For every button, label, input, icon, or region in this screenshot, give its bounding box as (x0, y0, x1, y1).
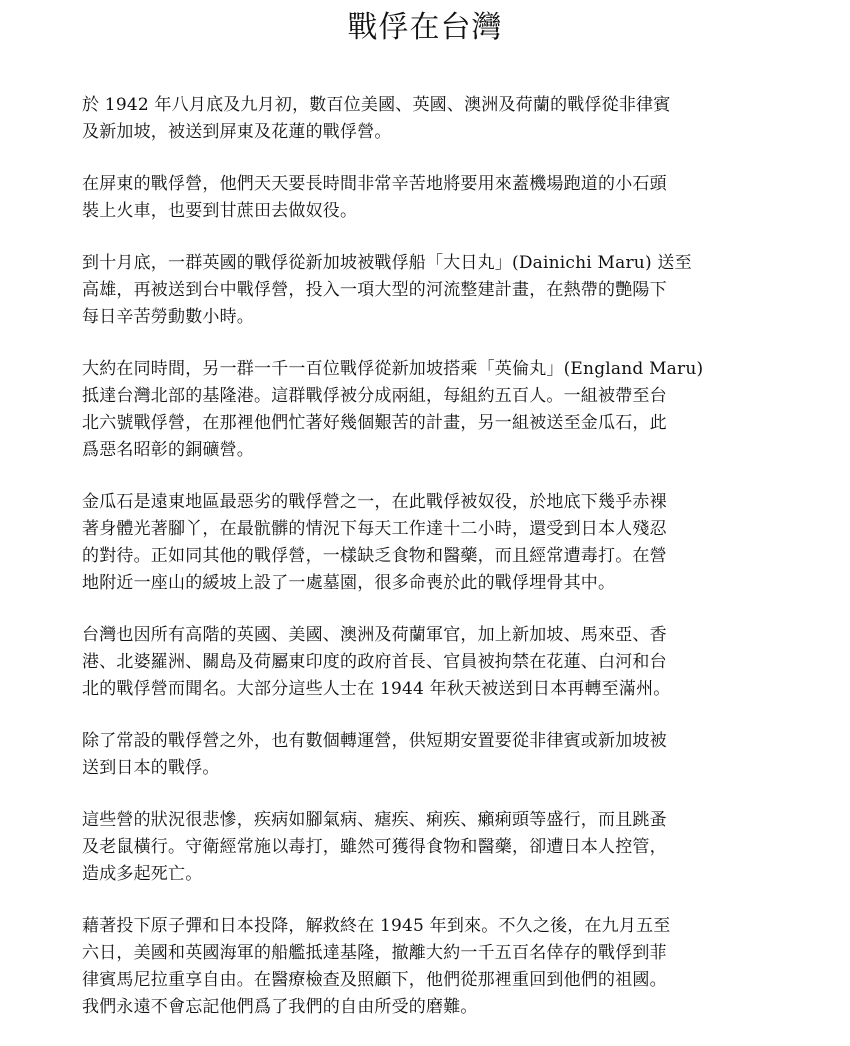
paragraph-line: 我們永遠不會忘記他們爲了我們的自由所受的磨難。 (82, 997, 478, 1017)
paragraph-line: 及老鼠橫行。守衛經常施以毒打，雖然可獲得食物和醫藥，卻遭日本人控管， (82, 837, 667, 857)
paragraph-8 (82, 807, 772, 888)
paragraph-line: 這些營的狀況很悲慘，疾病如腳氣病、瘧疾、痢疾、癩痢頭等盛行，而且跳蚤 (82, 810, 667, 830)
paragraph-line: 到十月底，一群英國的戰俘從新加坡被戰俘船「大日丸」(Dainichi Maru) 送至 (82, 253, 692, 273)
paragraph-line: 藉著投下原子彈和日本投降，解救終在 1945 年到來。不久之後，在九月五至 (82, 916, 671, 936)
paragraph-line: 送到日本的戰俘。 (82, 758, 220, 778)
paragraph-line: 的對待。正如同其他的戰俘營，一樣缺乏食物和醫藥，而且經常遭毒打。在營 (82, 546, 667, 566)
paragraph-line: 在屏東的戰俘營，他們天天要長時間非常辛苦地將要用來蓋機場跑道的小石頭 (82, 174, 667, 194)
paragraph-6 (82, 622, 772, 703)
paragraph-line: 台灣也因所有高階的英國、美國、澳洲及荷蘭軍官，加上新加坡、馬來亞、香 (82, 625, 667, 645)
paragraph-line: 高雄，再被送到台中戰俘營，投入一項大型的河流整建計畫，在熱帶的艷陽下 (82, 280, 667, 300)
paragraph-line: 港、北婆羅洲、關島及荷屬東印度的政府首長、官員被拘禁在花蓮、白河和台 (82, 652, 667, 672)
document-body (82, 92, 772, 1046)
paragraph-1 (82, 92, 772, 146)
paragraph-line: 大約在同時間，另一群一千一百位戰俘從新加坡搭乘「英倫丸」(England Maru) (82, 359, 704, 379)
paragraph-line: 北六號戰俘營，在那裡他們忙著好幾個艱苦的計畫，另一組被送至金瓜石，此 (82, 413, 667, 433)
paragraph-line: 造成多起死亡。 (82, 864, 203, 884)
page-title: 戰俘在台灣 (347, 10, 503, 45)
paragraph-4 (82, 356, 772, 464)
paragraph-5 (82, 489, 772, 597)
paragraph-line: 抵達台灣北部的基隆港。這群戰俘被分成兩組，每組約五百人。一組被帶至台 (82, 386, 667, 406)
paragraph-line: 金瓜石是遠東地區最惡劣的戰俘營之一，在此戰俘被奴役，於地底下幾乎赤裸 (82, 492, 667, 512)
paragraph-line: 除了常設的戰俘營之外，也有數個轉運營，供短期安置要從非律賓或新加坡被 (82, 731, 667, 751)
paragraph-line: 每日辛苦勞動數小時。 (82, 307, 254, 327)
paragraph-line: 地附近一座山的緩坡上設了一處墓園，很多命喪於此的戰俘埋骨其中。 (82, 573, 616, 593)
paragraph-line: 於 1942 年八月底及九月初，數百位美國、英國、澳洲及荷蘭的戰俘從非律賓 (82, 95, 671, 115)
paragraph-line: 律賓馬尼拉重享自由。在醫療檢查及照顧下，他們從那裡重回到他們的祖國。 (82, 970, 667, 990)
paragraph-line: 著身體光著腳丫，在最骯髒的情況下每天工作達十二小時，還受到日本人殘忍 (82, 519, 667, 539)
paragraph-3 (82, 250, 772, 331)
paragraph-9 (82, 913, 772, 1021)
paragraph-line: 北的戰俘營而聞名。大部分這些人士在 1944 年秋天被送到日本再轉至滿州。 (82, 679, 671, 699)
paragraph-7 (82, 728, 772, 782)
paragraph-line: 爲惡名昭彰的銅礦營。 (82, 440, 254, 460)
paragraph-2 (82, 171, 772, 225)
paragraph-line: 及新加坡，被送到屏東及花蓮的戰俘營。 (82, 122, 392, 142)
paragraph-line: 裝上火車，也要到甘蔗田去做奴役。 (82, 201, 358, 221)
paragraph-line: 六日，美國和英國海軍的船艦抵達基隆，撤離大約一千五百名倖存的戰俘到菲 (82, 943, 667, 963)
